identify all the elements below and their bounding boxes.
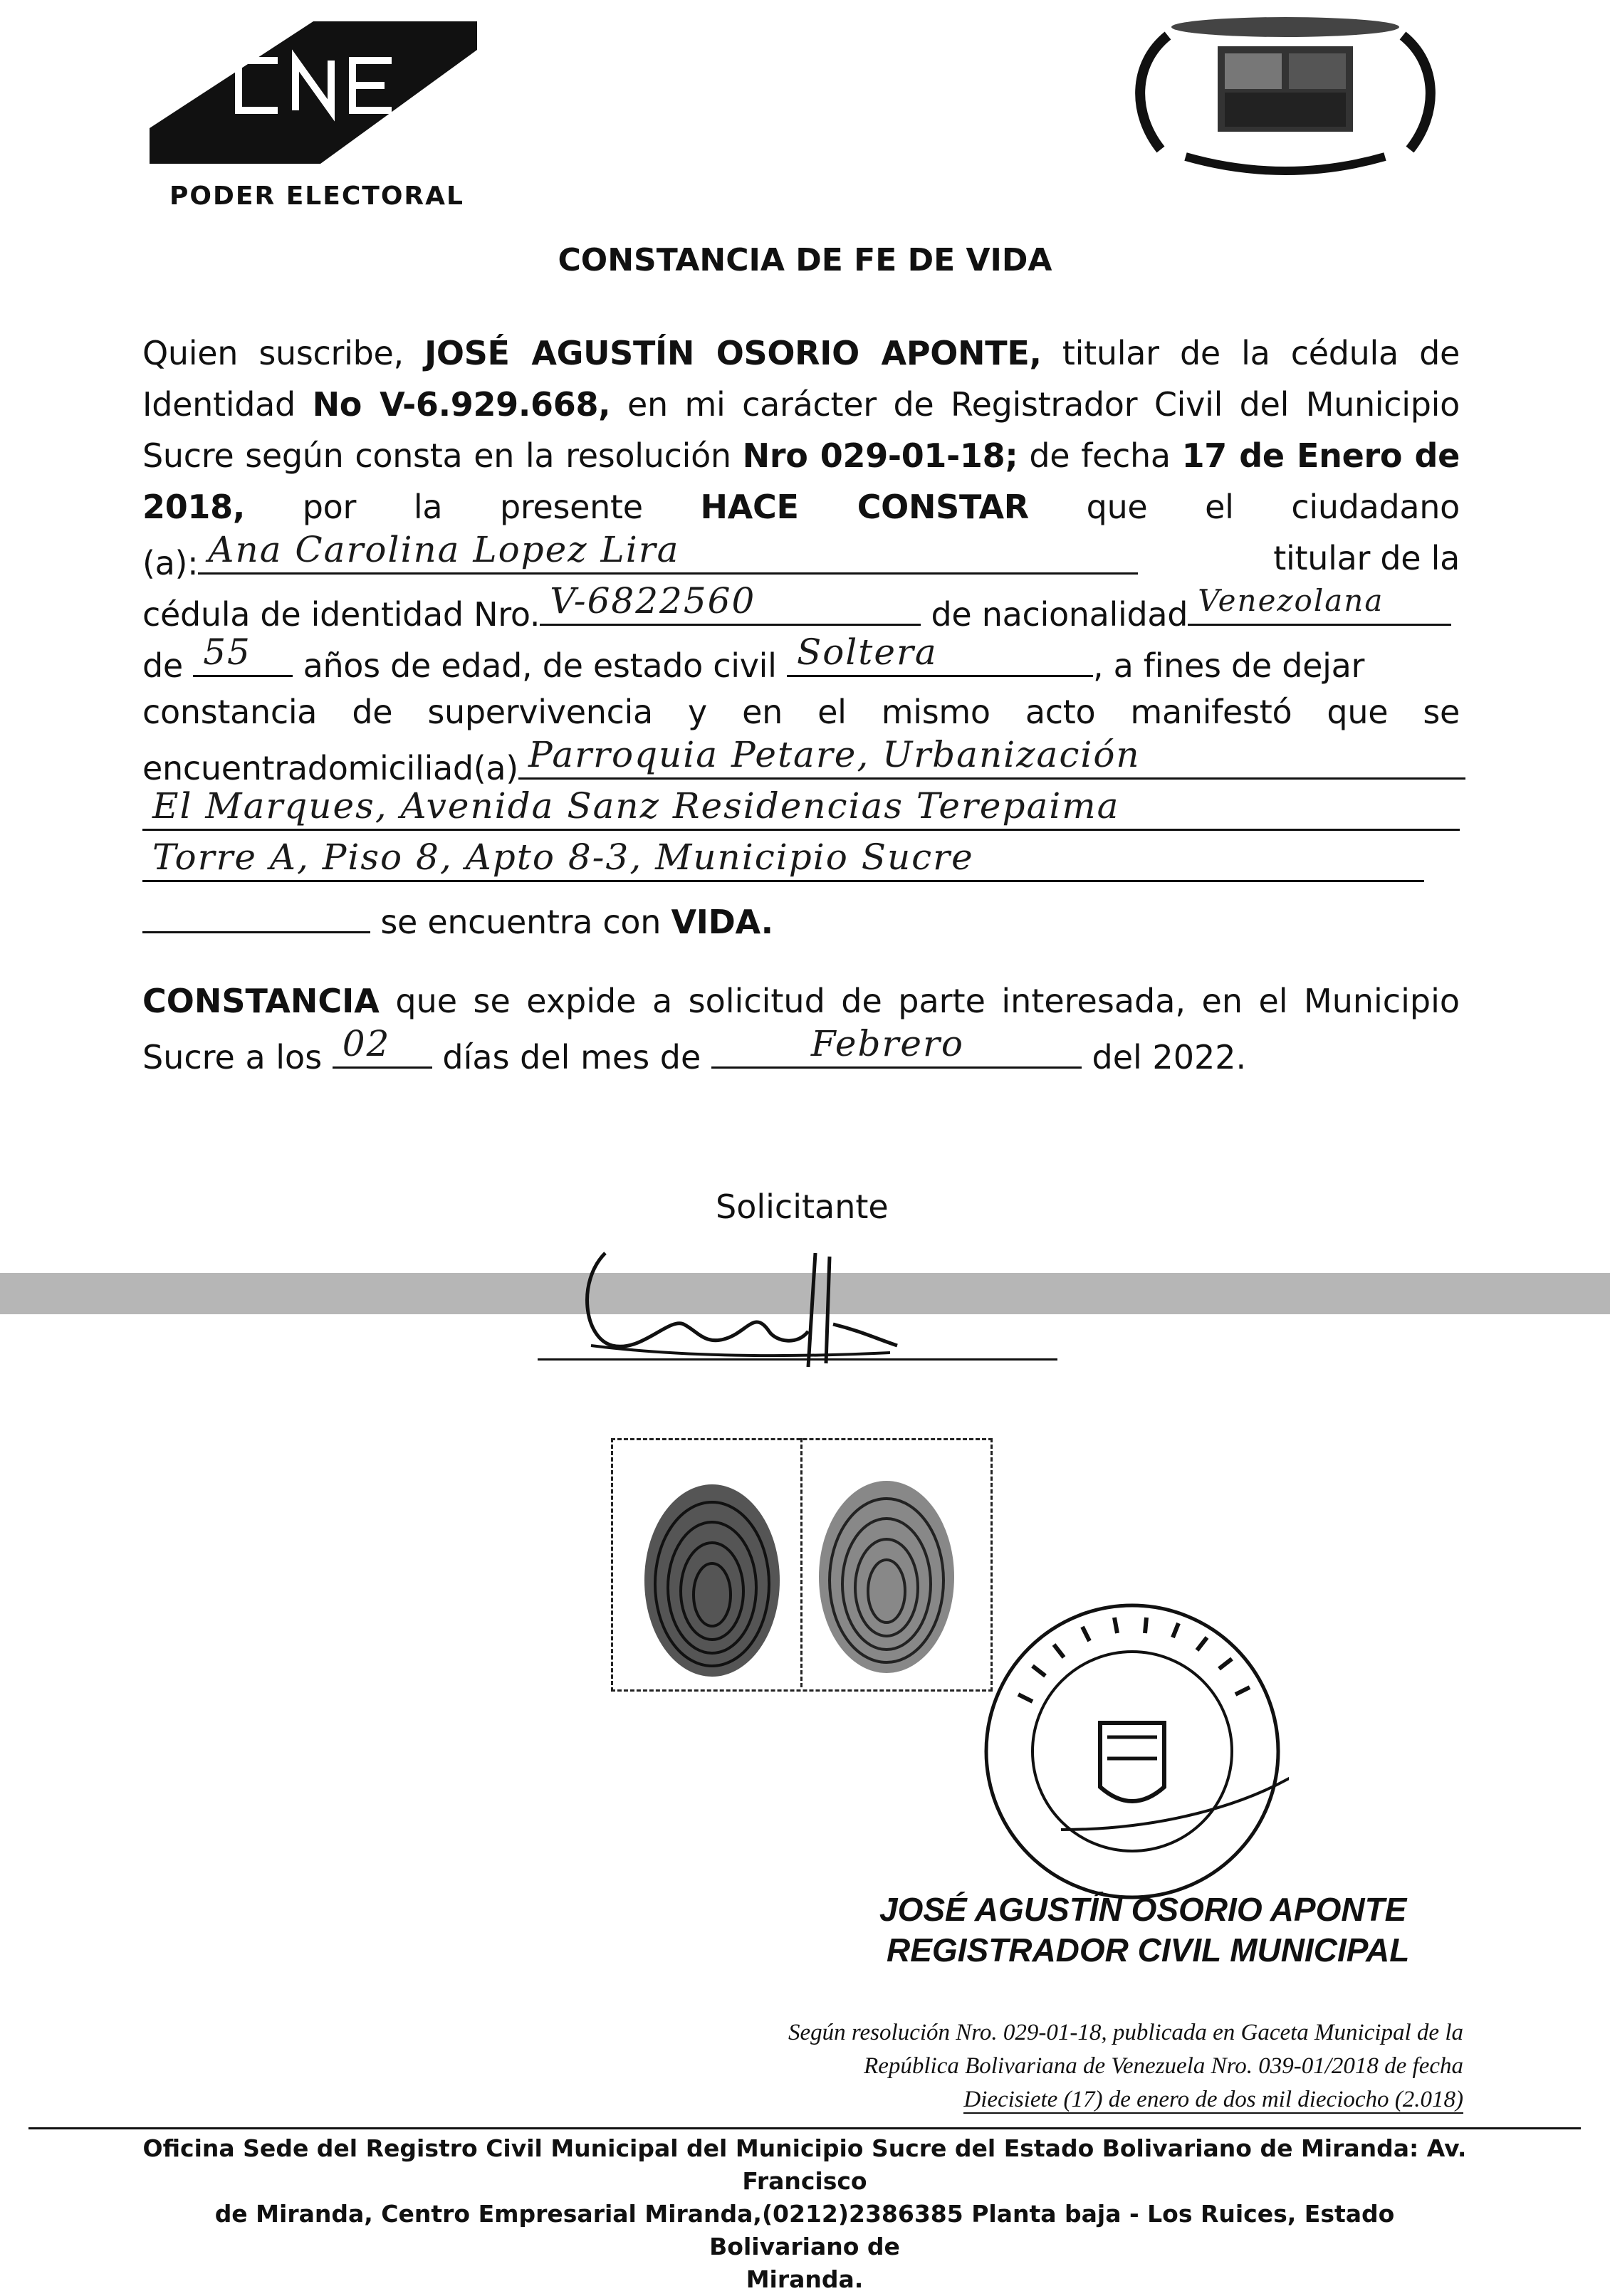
signature-line: [538, 1358, 1057, 1361]
registrar-id: No V-6.929.668,: [312, 385, 611, 424]
registrar-role: REGISTRADOR CIVIL MUNICIPAL: [887, 1931, 1410, 1969]
fingerprint-right: [812, 1474, 961, 1680]
resolution-number: Nro 029-01-18;: [742, 436, 1018, 475]
body-line-6: cédula de identidad Nro. V-6822560 de nacionalidad Venezolana: [142, 584, 1460, 635]
footer-rule: [28, 2127, 1581, 2129]
footer-line-1: Oficina Sede del Registro Civil Municipal del Municipio Sucre del Estado Bolivariano de Miranda: Av. Francisco: [142, 2134, 1467, 2195]
civil-status-field: [787, 631, 1093, 677]
issue-line-2: Sucre a los 02 días del mes de Febrero del 2022.: [142, 1027, 1460, 1078]
body-line-4: 2018, por la presente HACE CONSTAR que el ciudadano: [142, 488, 1460, 526]
issue-day: 02: [342, 1023, 391, 1064]
applicant-signature: [563, 1239, 919, 1374]
civil-status: Soltera: [796, 631, 938, 673]
body-line-1: Quien suscribe, JOSÉ AGUSTÍN OSORIO APONTE, titular de la cédula de: [142, 334, 1460, 372]
citizen-name-field: [198, 529, 1138, 575]
body-line-9: encuentradomiciliad(a) Parroquia Petare, Urbanización: [142, 738, 1460, 789]
body-line-11: [142, 837, 1460, 891]
document-title: CONSTANCIA DE FE DE VIDA: [558, 242, 1052, 278]
cne-subtitle: PODER ELECTORAL: [169, 182, 464, 211]
issue-line-1: CONSTANCIA que se expide a solicitud de parte interesada, en el Municipio: [142, 982, 1460, 1020]
gaceta-line-2: República Bolivariana de Venezuela Nro. 039-01/2018 de fecha: [864, 2053, 1463, 2079]
body-line-2: Identidad No V-6.929.668, en mi carácter de Registrador Civil del Municipio: [142, 385, 1460, 424]
body-paragraph: [142, 327, 1460, 943]
coat-of-arms-icon: [1118, 7, 1453, 178]
footer-line-3: Miranda.: [746, 2265, 864, 2293]
address-line-3: Torre A, Piso 8, Apto 8-3, Municipio Sucre: [152, 837, 974, 878]
nationality-field: [1188, 584, 1451, 626]
citizen-id: V-6822560: [550, 580, 756, 622]
official-stamp: [976, 1595, 1289, 1908]
address-line-1: Parroquia Petare, Urbanización: [528, 734, 1141, 775]
body-line-8: constancia de supervivencia y en el mismo acto manifestó que se: [142, 693, 1460, 731]
registrar-name: JOSÉ AGUSTÍN OSORIO APONTE: [879, 1891, 1407, 1928]
issue-paragraph: [142, 975, 1460, 1078]
vida: VIDA.: [671, 903, 773, 941]
gaceta-line-3: Diecisiete (17) de enero de dos mil dieciocho (2.018): [963, 2087, 1463, 2112]
body-line-7: de 55 años de edad, de estado civil Soltera , a fines de dejar: [142, 635, 1460, 686]
day-field: [333, 1023, 432, 1069]
resolution-date: 17 de Enero de: [1181, 436, 1460, 475]
fingerprint-divider: [800, 1438, 803, 1687]
solicitante-label: Solicitante: [716, 1188, 889, 1226]
address-field-2: [142, 785, 1460, 831]
gaceta-note: [555, 2016, 1463, 2117]
registrar-name-inline: JOSÉ AGUSTÍN OSORIO APONTE,: [424, 334, 1042, 372]
fingerprint-left: [637, 1477, 787, 1684]
citizen-id-field: [540, 580, 921, 626]
nationality: Venezolana: [1198, 583, 1384, 618]
age-field: [193, 631, 293, 677]
month-field: [711, 1023, 1082, 1069]
footer-address: [142, 2132, 1467, 2296]
body-line-12: se encuentra con VIDA.: [142, 891, 1460, 943]
gaceta-line-1: Según resolución Nro. 029-01-18, publicada en Gaceta Municipal de la: [788, 2020, 1463, 2045]
constancia-label: CONSTANCIA: [142, 982, 380, 1020]
address-line-2: El Marques, Avenida Sanz Residencias Terepaima: [152, 785, 1120, 827]
address-field-3: [142, 837, 1424, 882]
blank-field: [142, 891, 370, 933]
citizen-name: Ana Carolina Lopez Lira: [208, 529, 680, 570]
issue-month: Febrero: [810, 1023, 964, 1064]
cne-logo: [150, 21, 477, 164]
body-line-3: Sucre según consta en la resolución Nro 029-01-18; de fecha 17 de Enero de: [142, 436, 1460, 475]
age: 55: [203, 631, 251, 673]
hace-constar: HACE CONSTAR: [700, 488, 1029, 526]
body-line-5: (a): Ana Carolina Lopez Lira titular de la: [142, 533, 1460, 584]
footer-line-2: de Miranda, Centro Empresarial Miranda,(0212)2386385 Planta baja - Los Ruices, Estado Bolivariano de: [214, 2200, 1395, 2260]
